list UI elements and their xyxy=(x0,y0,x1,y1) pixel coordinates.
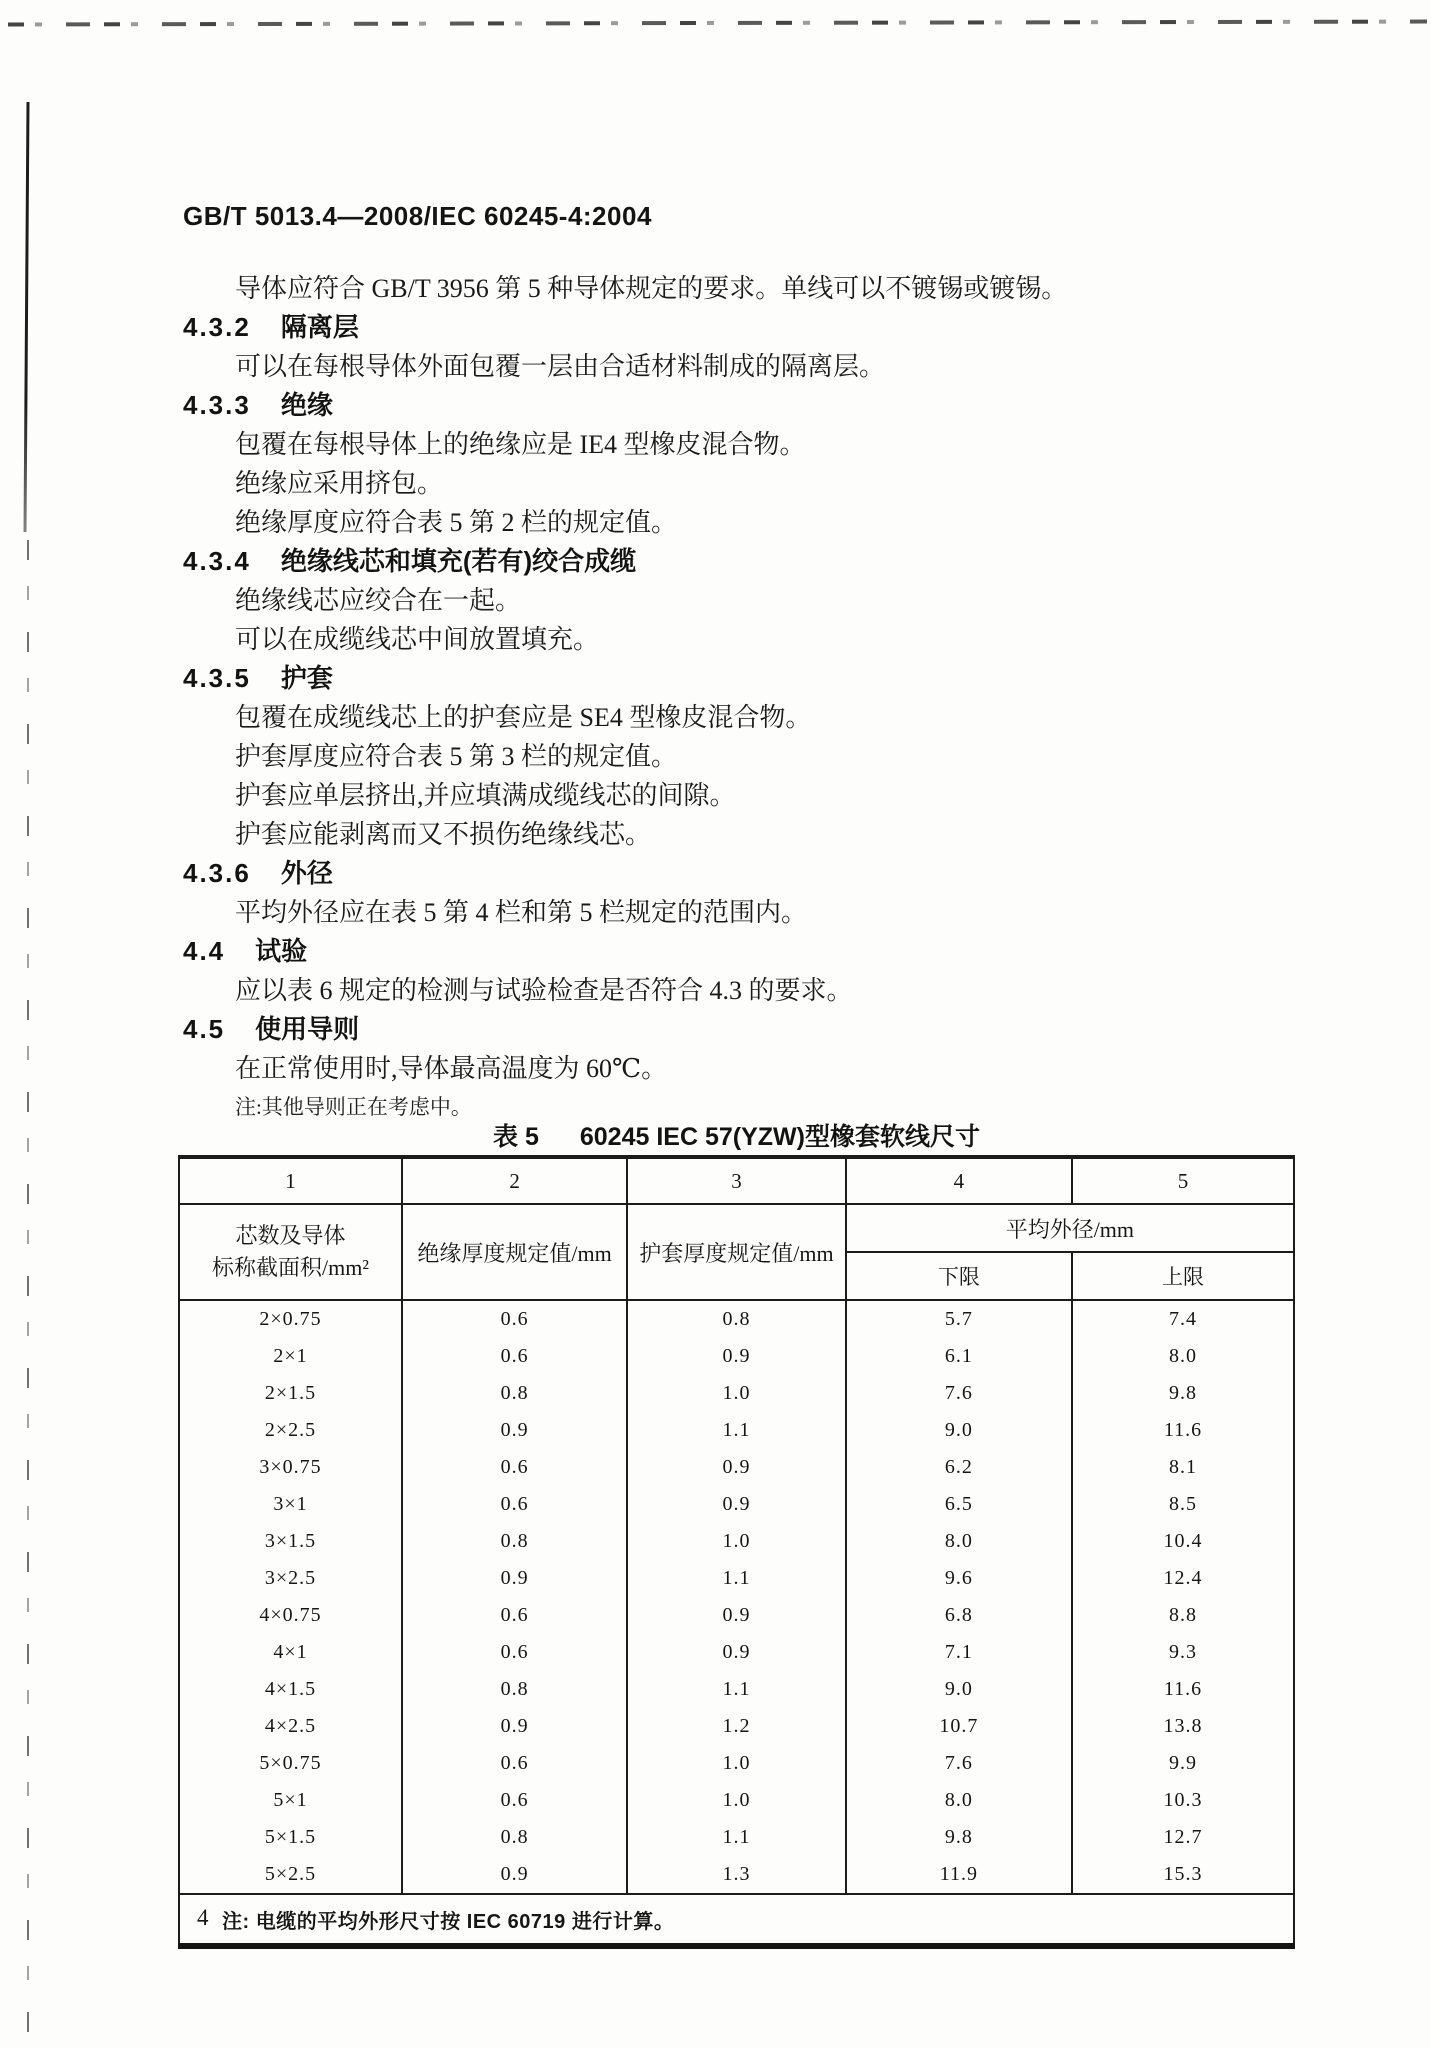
table-cell: 2×2.5 xyxy=(179,1412,402,1449)
column-number-row xyxy=(179,1157,1294,1204)
table-cell: 3×1 xyxy=(179,1486,402,1523)
table-cell: 9.8 xyxy=(1072,1375,1294,1412)
table-cell: 0.8 xyxy=(402,1523,627,1560)
table-cell: 0.6 xyxy=(402,1745,627,1782)
header-sheath-thickness: 护套厚度规定值/mm xyxy=(627,1204,846,1300)
table-cell: 1.1 xyxy=(627,1671,846,1708)
table-cell: 10.4 xyxy=(1072,1523,1294,1560)
scan-artifact-left-binding-dashes xyxy=(27,540,29,2048)
table-cell: 3×2.5 xyxy=(179,1560,402,1597)
column-label-row xyxy=(179,1204,1294,1252)
section-heading xyxy=(183,308,1303,347)
section-heading xyxy=(183,659,1303,698)
table-cell: 9.8 xyxy=(846,1819,1072,1856)
column-number: 1 xyxy=(179,1157,402,1204)
table-cell: 6.1 xyxy=(846,1338,1072,1375)
table-cell: 10.7 xyxy=(846,1708,1072,1745)
table-cell: 1.0 xyxy=(627,1375,846,1412)
table-cell: 9.0 xyxy=(846,1671,1072,1708)
body-paragraph: 包覆在每根导体上的绝缘应是 IE4 型橡皮混合物。 xyxy=(235,430,806,459)
table-cell: 3×1.5 xyxy=(179,1523,402,1560)
section-heading xyxy=(183,932,1303,971)
body-paragraph: 绝缘应采用挤包。 xyxy=(235,469,444,498)
table-cell: 13.8 xyxy=(1072,1708,1294,1745)
table-cell: 0.8 xyxy=(627,1300,846,1338)
table-footer xyxy=(179,1894,1294,1946)
table-cell: 0.8 xyxy=(402,1819,627,1856)
section-title: 护套 xyxy=(280,663,333,693)
body-paragraph: 可以在每根导体外面包覆一层由合适材料制成的隔离层。 xyxy=(235,352,886,381)
table-cell: 9.6 xyxy=(846,1560,1072,1597)
table-cell: 7.4 xyxy=(1072,1300,1294,1338)
section-title: 绝缘线芯和填充(若有)绞合成缆 xyxy=(280,546,637,576)
table-row xyxy=(179,1412,1294,1449)
table-cell: 1.1 xyxy=(627,1560,846,1597)
table-cell: 5×0.75 xyxy=(179,1745,402,1782)
table-cell: 0.9 xyxy=(402,1560,627,1597)
section-title: 绝缘 xyxy=(280,390,333,420)
table-cell: 8.0 xyxy=(1072,1338,1294,1375)
table-cell: 0.6 xyxy=(402,1597,627,1634)
table-row xyxy=(179,1782,1294,1819)
table-note-row xyxy=(179,1894,1294,1946)
table-body xyxy=(179,1300,1294,1894)
section-heading xyxy=(183,386,1303,425)
table-cell: 5×1.5 xyxy=(179,1819,402,1856)
section-number: 4.3.2 xyxy=(183,312,251,342)
table-cell: 0.9 xyxy=(402,1708,627,1745)
table-cell: 12.7 xyxy=(1072,1819,1294,1856)
table-cell: 1.0 xyxy=(627,1745,846,1782)
table-cell: 7.6 xyxy=(846,1745,1072,1782)
header-cores-line1: 芯数及导体 xyxy=(235,1223,346,1248)
header-cores-section xyxy=(179,1204,402,1300)
table-cell: 1.0 xyxy=(627,1523,846,1560)
table-cell: 2×0.75 xyxy=(179,1300,402,1338)
body-paragraph: 在正常使用时,导体最高温度为 60℃。 xyxy=(235,1054,668,1083)
table-cell: 5.7 xyxy=(846,1300,1072,1338)
table-cell: 0.9 xyxy=(402,1856,627,1894)
section-title: 隔离层 xyxy=(280,312,359,342)
header-od-lower: 下限 xyxy=(846,1252,1072,1300)
table-cell: 0.8 xyxy=(402,1671,627,1708)
table-cell: 0.6 xyxy=(402,1300,627,1338)
table-row xyxy=(179,1560,1294,1597)
table-cell: 8.5 xyxy=(1072,1486,1294,1523)
table-title xyxy=(178,1117,1295,1153)
table-cell: 8.8 xyxy=(1072,1597,1294,1634)
body-paragraph: 可以在成缆线芯中间放置填充。 xyxy=(235,625,600,654)
table-cell: 0.6 xyxy=(402,1338,627,1375)
table-cell: 15.3 xyxy=(1072,1856,1294,1894)
table-cell: 1.1 xyxy=(627,1819,846,1856)
header-cores-line2: 标称截面积/mm² xyxy=(212,1255,369,1280)
table-cell: 8.1 xyxy=(1072,1449,1294,1486)
header-insulation-thickness: 绝缘厚度规定值/mm xyxy=(402,1204,627,1300)
table-cell: 4×1.5 xyxy=(179,1671,402,1708)
column-number: 3 xyxy=(627,1157,846,1204)
table-row xyxy=(179,1449,1294,1486)
table-row xyxy=(179,1338,1294,1375)
table-cell: 3×0.75 xyxy=(179,1449,402,1486)
body-text-block xyxy=(183,269,1303,1127)
body-paragraph: 包覆在成缆线芯上的护套应是 SE4 型橡皮混合物。 xyxy=(235,703,812,732)
table-cell: 0.6 xyxy=(402,1634,627,1671)
table-cell: 11.9 xyxy=(846,1856,1072,1894)
table-cell: 6.2 xyxy=(846,1449,1072,1486)
table-cell: 0.6 xyxy=(402,1449,627,1486)
table-cell: 4×0.75 xyxy=(179,1597,402,1634)
table-cell: 2×1.5 xyxy=(179,1375,402,1412)
table-cell: 0.6 xyxy=(402,1782,627,1819)
section-number: 4.3.5 xyxy=(183,663,251,693)
section-heading xyxy=(183,1010,1303,1049)
table-cell: 11.6 xyxy=(1072,1412,1294,1449)
table-cell: 10.3 xyxy=(1072,1782,1294,1819)
scan-artifact-left-binding xyxy=(23,102,29,532)
table-cell: 0.9 xyxy=(627,1634,846,1671)
table-cell: 6.8 xyxy=(846,1597,1072,1634)
table-cell: 0.9 xyxy=(627,1338,846,1375)
table-note: 注: 电缆的平均外形尺寸按 IEC 60719 进行计算。 xyxy=(179,1894,1294,1946)
body-note: 注:其他导则正在考虑中。 xyxy=(235,1095,472,1119)
body-paragraph: 导体应符合 GB/T 3956 第 5 种导体规定的要求。单线可以不镀锡或镀锡。 xyxy=(235,274,1068,303)
column-number: 4 xyxy=(846,1157,1072,1204)
table-cell: 9.9 xyxy=(1072,1745,1294,1782)
table-cell: 9.3 xyxy=(1072,1634,1294,1671)
table-row xyxy=(179,1819,1294,1856)
scan-artifact-top-edge xyxy=(8,20,1427,27)
table-row xyxy=(179,1856,1294,1894)
section-title: 试验 xyxy=(255,936,308,966)
table-cell: 0.9 xyxy=(627,1486,846,1523)
table-row xyxy=(179,1486,1294,1523)
table-title-label: 表 5 xyxy=(493,1123,539,1151)
body-paragraph: 护套厚度应符合表 5 第 3 栏的规定值。 xyxy=(235,742,678,771)
table-cell: 7.1 xyxy=(846,1634,1072,1671)
body-paragraph: 应以表 6 规定的检测与试验检查是否符合 4.3 的要求。 xyxy=(235,976,853,1005)
section-title: 使用导则 xyxy=(255,1014,360,1044)
section-heading xyxy=(183,542,1303,581)
body-paragraph: 绝缘厚度应符合表 5 第 2 栏的规定值。 xyxy=(235,508,678,537)
table-row xyxy=(179,1597,1294,1634)
body-paragraph: 护套应单层挤出,并应填满成缆线芯的间隙。 xyxy=(235,781,736,810)
header-od-upper: 上限 xyxy=(1072,1252,1294,1300)
table-row xyxy=(179,1671,1294,1708)
table-cell: 7.6 xyxy=(846,1375,1072,1412)
table-row xyxy=(179,1300,1294,1338)
table-cell: 5×2.5 xyxy=(179,1856,402,1894)
table-row xyxy=(179,1375,1294,1412)
section-heading xyxy=(183,854,1303,893)
body-paragraph: 平均外径应在表 5 第 4 栏和第 5 栏规定的范围内。 xyxy=(235,898,808,927)
page-number: 4 xyxy=(197,1905,209,1930)
table-cell: 4×1 xyxy=(179,1634,402,1671)
section-title: 外径 xyxy=(280,858,333,888)
table-row xyxy=(179,1745,1294,1782)
column-number: 2 xyxy=(402,1157,627,1204)
table-cell: 6.5 xyxy=(846,1486,1072,1523)
table-row xyxy=(179,1523,1294,1560)
table-cell: 0.9 xyxy=(402,1412,627,1449)
body-paragraph: 绝缘线芯应绞合在一起。 xyxy=(235,586,522,615)
header-mean-od: 平均外径/mm xyxy=(846,1204,1294,1252)
body-paragraph: 护套应能剥离而又不损伤绝缘线芯。 xyxy=(235,820,652,849)
table-cell: 8.0 xyxy=(846,1782,1072,1819)
table-row xyxy=(179,1708,1294,1745)
table-cell: 5×1 xyxy=(179,1782,402,1819)
table-cell: 0.8 xyxy=(402,1375,627,1412)
table-cell: 0.9 xyxy=(627,1597,846,1634)
table-cell: 1.1 xyxy=(627,1412,846,1449)
table-cell: 11.6 xyxy=(1072,1671,1294,1708)
section-number: 4.5 xyxy=(183,1014,226,1044)
table-cell: 1.3 xyxy=(627,1856,846,1894)
table-cell: 0.9 xyxy=(627,1449,846,1486)
table-row xyxy=(179,1634,1294,1671)
standard-number-header: GB/T 5013.4—2008/IEC 60245-4:2004 xyxy=(183,201,652,231)
table-cell: 0.6 xyxy=(402,1486,627,1523)
section-number: 4.3.4 xyxy=(183,546,251,576)
section-number: 4.4 xyxy=(183,936,226,966)
section-number: 4.3.3 xyxy=(183,390,251,420)
table-cell: 2×1 xyxy=(179,1338,402,1375)
table-cell: 1.2 xyxy=(627,1708,846,1745)
dimensions-table xyxy=(178,1155,1295,1949)
table-title-text: 60245 IEC 57(YZW)型橡套软线尺寸 xyxy=(579,1123,980,1151)
section-number: 4.3.6 xyxy=(183,858,251,888)
table-cell: 4×2.5 xyxy=(179,1708,402,1745)
table-header xyxy=(179,1157,1294,1300)
table-cell: 12.4 xyxy=(1072,1560,1294,1597)
table-cell: 9.0 xyxy=(846,1412,1072,1449)
table-cell: 8.0 xyxy=(846,1523,1072,1560)
column-number: 5 xyxy=(1072,1157,1294,1204)
table-cell: 1.0 xyxy=(627,1782,846,1819)
